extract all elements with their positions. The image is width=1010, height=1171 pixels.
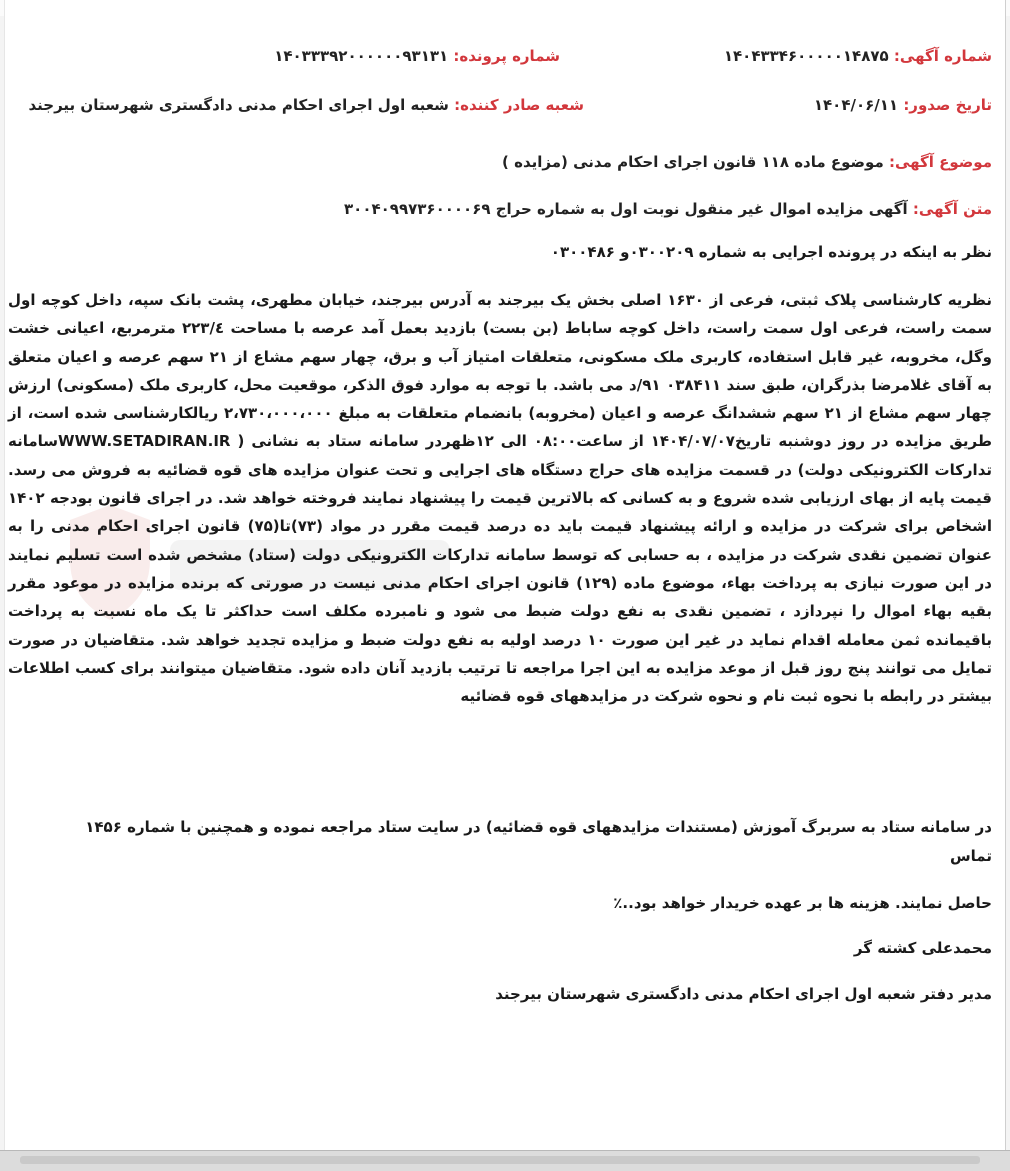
case-number-label: شماره پرونده: (453, 47, 560, 65)
intro-line: نظر به اینکه در پرونده اجرایی به شماره ۰۳۰۰۲۰۹و ۰۳۰۰۴۸۶ (550, 243, 992, 261)
subject-row (8, 153, 992, 171)
issuer-row (29, 96, 585, 114)
case-number: ۱۴۰۳۳۳۹۲۰۰۰۰۰۰۹۳۱۳۱ (274, 47, 449, 65)
issue-date: ۱۴۰۴/۰۶/۱۱ (813, 96, 899, 114)
ad-text-title: آگهی مزایده اموال غیر منقول نوبت اول به شماره حراج ۳۰۰۴۰۹۹۷۳۶۰۰۰۰۶۹ (344, 200, 908, 218)
issuer-label: شعبه صادر کننده: (454, 96, 584, 114)
contact-line-continued: تماس (949, 847, 992, 865)
ad-number-label: شماره آگهی: (893, 47, 992, 65)
horizontal-scrollbar[interactable] (0, 1150, 1010, 1171)
issuer: شعبه اول اجرای احکام مدنی دادگستری شهرستان بیرجند (28, 96, 449, 114)
ad-number-row (724, 47, 992, 65)
issue-date-row (814, 96, 992, 114)
subject-label: موضوع آگهی: (888, 153, 992, 171)
issue-date-label: تاریخ صدور: (903, 96, 992, 114)
case-number-row (274, 47, 560, 65)
contact-line: در سامانه ستاد به سربرگ آموزش (مستندات مزایدههای قوه قضائیه) در سایت ستاد مراجعه نموده و همچنین با شماره ۱۴۵۶ (85, 818, 992, 836)
ad-text-label: متن آگهی: (912, 200, 992, 218)
ad-text-title-row (8, 200, 992, 218)
main-paragraph: نظریه کارشناسی پلاک ثبتی، فرعی از ۱۶۳۰ اصلی بخش یک بیرجند به آدرس بیرجند، خیابان مطهری، پشت بانک سپه، داخل کوچه اول سمت راست، فرعی اول سمت راست، داخل کوچه ساباط (بن بست) بازدید بعمل آمد عرصه با مساحت ۲۲۳/٤ مترمربع، اعیانی خشت وگل، مخروبه، غیر قابل استفاده، کاربری ملک مسکونی، متعلقات امتیاز آب و برق، چهار سهم مشاع از ۲۱ سهم عرصه و اعیان متعلق به آقای غلامرضا بذرگران، طبق سند ۰۳۸۴۱۱ ۹۱/د می باشد. با توجه به موارد فوق الذکر، موقعیت محل، کاربری ملک (مسکونی) ارزش چهار سهم مشاع از ۲۱ سهم ششدانگ عرصه و اعیان (مخروبه) بانضمام متعلقات به مبلغ ۲،۷۳۰،۰۰۰،۰۰۰ ریالکارشناسی شده است، از طریق مزایده در روز دوشنبه تاریخ۱۴۰۴/۰۷/۰۷ از ساعت۰۸:۰۰ الی ۱۲ظهردر سامانه ستاد به نشانی ( WWW.SETADIRAN.IRسامانه تدارکات الکترونیکی دولت) در قسمت مزایده های حراج دستگاه های اجرایی و تحت عنوان مزایده های قوه قضائیه به فروش می رسد. قیمت پایه از بهای ارزیابی شده شروع و به کسانی که بالاترین قیمت را پیشنهاد نمایند فروخته خواهد شد. در اجرای قانون بودجه ۱۴۰۲ اشخاص برای شرکت در مزایده و ارائه پیشنهاد قیمت باید ده درصد قیمت مقرر در مواد (۷۳)تا(۷۵) قانون اجرای احکام مدنی را به عنوان تضمین نقدی شرکت در مزایده ، به حسابی که توسط سامانه تدارکات الکترونیکی دولت (ستاد) مشخص شده است تسلیم نمایند در این صورت نیازی به پرداخت بهاء، موضوع ماده (۱۲۹) قانون اجرای احکام مدنی نیست در صورتی که برنده مزایده در موعود مقرر بقیه بهاء اموال را نپردازد ، تضمین نقدی به نفع دولت ضبط می شود و نامبرده مکلف است حداکثر تا یک ماه نسبت به پرداخت باقیمانده ثمن معامله اقدام نماید در غیر این صورت ۱۰ درصد اولیه به نفع دولت ضبط و مزایده تجدید خواهد شد. متقاضیان در صورت تمایل می توانند پنج روز قبل از موعد مزایده به این اجرا مراجعه تا ترتیب بازدید آنان داده شود. متقاضیان میتوانند برای کسب اطلاعات بیشتر در رابطه با نحوه ثبت نام و نحوه شرکت در مزایدههای قوه قضائیه (8, 291, 993, 706)
cost-note: حاصل نمایند. هزینه ها بر عهده خریدار خواهد بود..٪ (613, 894, 992, 912)
scrollbar-thumb[interactable] (20, 1156, 980, 1164)
signer-name: محمدعلی کشته گر (853, 939, 992, 957)
signer-title: مدیر دفتر شعبه اول اجرای احکام مدنی دادگستری شهرستان بیرجند (495, 985, 992, 1003)
subject: موضوع ماده ۱۱۸ قانون اجرای احکام مدنی (مزایده ) (502, 153, 884, 171)
ad-number: ۱۴۰۴۳۳۴۶۰۰۰۰۰۱۴۸۷۵ (723, 47, 889, 65)
